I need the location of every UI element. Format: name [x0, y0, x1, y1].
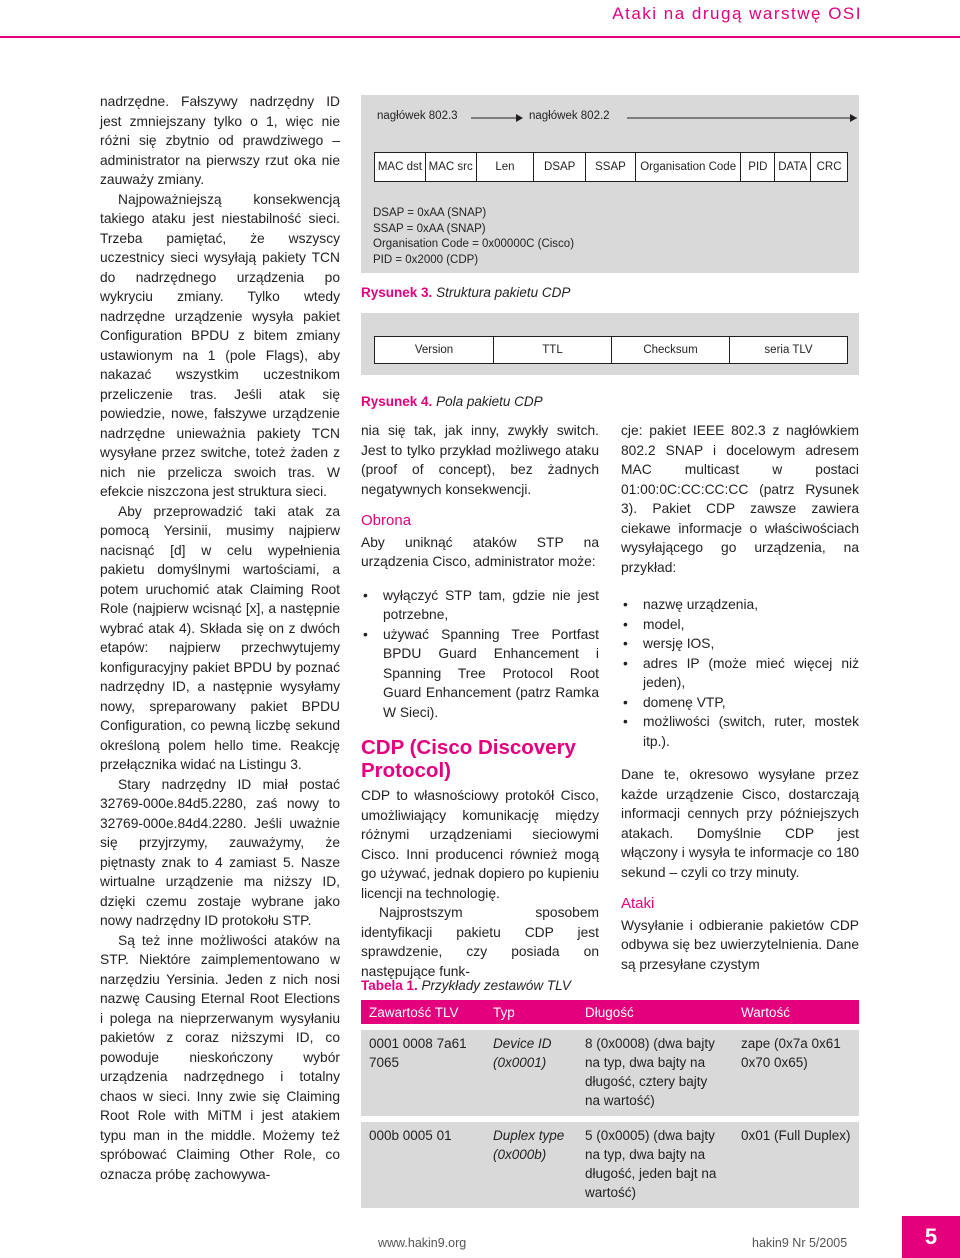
caption-label: Tabela 1. [361, 978, 418, 993]
table-cell: 0x01 (Full Duplex) [733, 1122, 859, 1208]
caption-text: Struktura pakietu CDP [436, 285, 571, 300]
header-rule [0, 36, 960, 38]
list-item: • model, [621, 615, 859, 635]
field-cell: MAC dst [375, 153, 426, 181]
table-cell: zape (0x7a 0x61 0x70 0x65) [733, 1030, 859, 1116]
figure-4-caption [361, 394, 543, 409]
snap-line: PID = 0x2000 (CDP) [373, 253, 479, 266]
paragraph: CDP to własnościowy protokół Cisco, umożliwiający komunikację między różnymi urządzeniami sieciowymi Cisco. Inni producenci również mogą go używać, jednak dopiero po kupieniu licencji na technologię. [361, 788, 599, 901]
text-column-2 [361, 421, 599, 981]
paragraph: nia się tak, jak inny, zwykły switch. Jest to tylko przykład możliwego ataku (proof of concept), bez żadnych negatywnych konsekwencji. [361, 423, 599, 497]
paragraph: Najpoważniejszą konsekwencją takiego ataku jest niestabilność sieci. Trzeba pamiętać, że wszyscy uczestnicy sieci wysyłają pakiety TCN do nadrzędnego urządzenia po wykryciu zmiany. Tylko wtedy nadrzędne urządzenie wysyła pakiet Configuration BPDU z bitem zmiany ustawionym na 1 (pole Flags), aby nakazać wszystkim uczestnikom przeliczenie tras. Jeśli atak się powiedzie, nowe, fałszywe urządzenie nadrzędne unieważnia pakiety TCN wysyłane przez switche, toteż żaden z nich nie przelicza swoich tras. W efekcie niszczona jest struktura sieci. [100, 191, 340, 499]
field-cell: PID [741, 153, 775, 181]
footer-url: www.hakin9.org [378, 1236, 467, 1250]
section-heading-obrona: Obrona [361, 512, 412, 529]
packet-field-row [374, 336, 848, 364]
paragraph: cje: pakiet IEEE 802.3 z nagłówkiem 802.2 SNAP i docelowym adresem MAC multicast w postaci 01:00:0C:CC:CC:CC (patrz Rysunek 3). Pakiet CDP zawsze zawiera ciekawe informacje o właściwościach wysyłającego go urządzenia, na przykład: [621, 423, 859, 575]
caption-text: Przykłady zestawów TLV [421, 978, 571, 993]
list-item: • domenę VTP, [621, 693, 859, 713]
field-cell: TTL [494, 337, 612, 363]
snap-values [373, 206, 574, 268]
table-cell: 0001 0008 7a61 7065 [361, 1030, 485, 1116]
table-cell: Duplex type (0x000b) [485, 1122, 577, 1208]
table-cell: 8 (0x0008) (dwa bajty na typ, dwa bajty na długość, cztery bajty na wartość) [577, 1030, 733, 1116]
list-item: • wersję IOS, [621, 634, 859, 654]
defense-list [361, 586, 599, 723]
paragraph: Aby uniknąć ataków STP na urządzenia Cisco, administrator może: [361, 534, 599, 569]
paragraph: Najprostszym sposobem identyfikacji pakietu CDP jest sprawdzenie, czy posiada on następujące funk- [361, 905, 599, 979]
column-header: Długość [577, 1000, 733, 1024]
page-header-title: Ataki na drugą warstwę OSI [612, 4, 862, 23]
list-item: • wyłączyć STP tam, gdzie nie jest potrzebne, [361, 586, 599, 625]
list-item: • adres IP (może mieć więcej niż jeden), [621, 654, 859, 693]
figure-cdp-structure [361, 95, 859, 273]
field-cell: DATA [775, 153, 811, 181]
field-cell: Version [375, 337, 494, 363]
section-heading-cdp: CDP (Cisco Discovery Protocol) [361, 736, 576, 782]
page-number: 5 [902, 1216, 960, 1258]
column-header: Typ [485, 1000, 577, 1024]
paragraph: nadrzędne. Fałszywy nadrzędny ID jest zmniejszany tylko o 1, więc nie różni się zbytnio od prawdziwego – administrator na pierwszy rzut oka nie zauważy zmiany. [100, 94, 340, 187]
column-header: Zawartość TLV [361, 1000, 485, 1024]
paragraph: Aby przeprowadzić taki atak za pomocą Yersinii, musimy najpierw nacisnąć [d] w celu wypełnienia pakietu domyślnymi wartościami, a potem uruchomić atak Claiming Root Role (najpierw wcisnąć [x], a następnie wybrać atak 4). Składa się on z dwóch etapów: najpierw przechwytujemy konfiguracyjny pakiet BPDU by poznać nadrzędny ID, a następnie wysyłamy nowy, spreparowany pakiet BPDU Configuration, co pewną liczbę sekund określoną polem hello time. Reakcję przełącznika widać na Listingu 3. [100, 503, 340, 772]
packet-field-row [374, 152, 848, 182]
list-item: • nazwę urządzenia, [621, 595, 859, 615]
column-header: Wartość [733, 1000, 859, 1024]
section-heading-ataki: Ataki [621, 895, 655, 912]
field-cell: DSAP [534, 153, 586, 181]
list-item: • możliwości (switch, ruter, mostek itp.). [621, 712, 859, 751]
header-span-arrows [361, 104, 859, 144]
table-cell: 5 (0x0005) (dwa bajty na typ, dwa bajty na długość, jeden bajt na wartość) [577, 1122, 733, 1208]
field-cell: seria TLV [764, 344, 813, 356]
field-cell: Len [477, 153, 535, 181]
paragraph: Stary nadrzędny ID miał postać 32769-000e.84d5.2280, zaś nowy to 32769-000e.84d4.2280. Jeśli uważnie się przyjrzymy, zauważymy, że piętnasty znak to 4 zamiast 5. Nasze wirtualne urządzenie ma niższy ID, dzięki czemu zostaje wybrane jako nowy nadrzędny ID protokołu STP. [100, 776, 340, 928]
table-cell: Device ID (0x0001) [485, 1030, 577, 1116]
caption-text: Pola pakietu CDP [436, 394, 543, 409]
text-column-1 [100, 92, 340, 1184]
table-row [361, 1122, 859, 1208]
field-cell: CRC [816, 161, 842, 173]
tlv-table [361, 1000, 859, 1208]
header-8022-label: nagłówek 802.2 [529, 110, 610, 122]
field-cell: Checksum [612, 337, 730, 363]
paragraph: Są też inne możliwości ataków na STP. Niektóre zaimplementowano w narzędziu Yersinia. Jeden z nich nosi nazwę Causing Eternal Root Elections i polega na nieprzerwanym wysyłaniu pakietów z coraz niższymi ID, co powoduje nieskończony wybór urządzenia nadrzędnego i totalny chaos w sieci. Inny zwie się Claiming Root Role with MiTM i jest atakiem typu man in the middle. Możemy też spróbować Claiming Other Role, co oznacza próbę zachowywa- [100, 932, 340, 1182]
figure-cdp-fields [361, 313, 859, 375]
header-8023-label: nagłówek 802.3 [377, 110, 458, 122]
table-cell: 000b 0005 01 [361, 1122, 485, 1208]
field-cell: SSAP [586, 153, 636, 181]
cdp-info-list [621, 595, 859, 751]
text-column-3 [621, 421, 859, 974]
figure-3-caption [361, 285, 570, 300]
table-1-caption [361, 978, 571, 993]
field-cell: Organisation Code [636, 153, 742, 181]
snap-line: DSAP = 0xAA (SNAP) [373, 207, 487, 219]
snap-line: Organisation Code = 0x00000C (Cisco) [373, 238, 575, 250]
caption-label: Rysunek 4. [361, 394, 433, 409]
footer-issue: hakin9 Nr 5/2005 [752, 1236, 848, 1250]
paragraph: Wysyłanie i odbieranie pakietów CDP odbywa się bez uwierzytelnienia. Dane są przesyłane czystym [621, 917, 859, 972]
table-header-row [361, 1000, 859, 1024]
caption-label: Rysunek 3. [361, 285, 433, 300]
list-item: • używać Spanning Tree Portfast BPDU Guard Enhancement i Spanning Tree Protocol Root Guard Enhancement (patrz Ramka W Sieci). [361, 625, 599, 723]
table-row [361, 1030, 859, 1116]
field-cell: MAC src [426, 153, 477, 181]
paragraph: Dane te, okresowo wysyłane przez każde urządzenie Cisco, dostarczają informacji cennych przy późniejszych atakach. Domyślnie CDP jest włączony i wysyła te informacje co 180 sekund – czyli co trzy minuty. [621, 767, 859, 880]
snap-line: SSAP = 0xAA (SNAP) [373, 222, 486, 235]
